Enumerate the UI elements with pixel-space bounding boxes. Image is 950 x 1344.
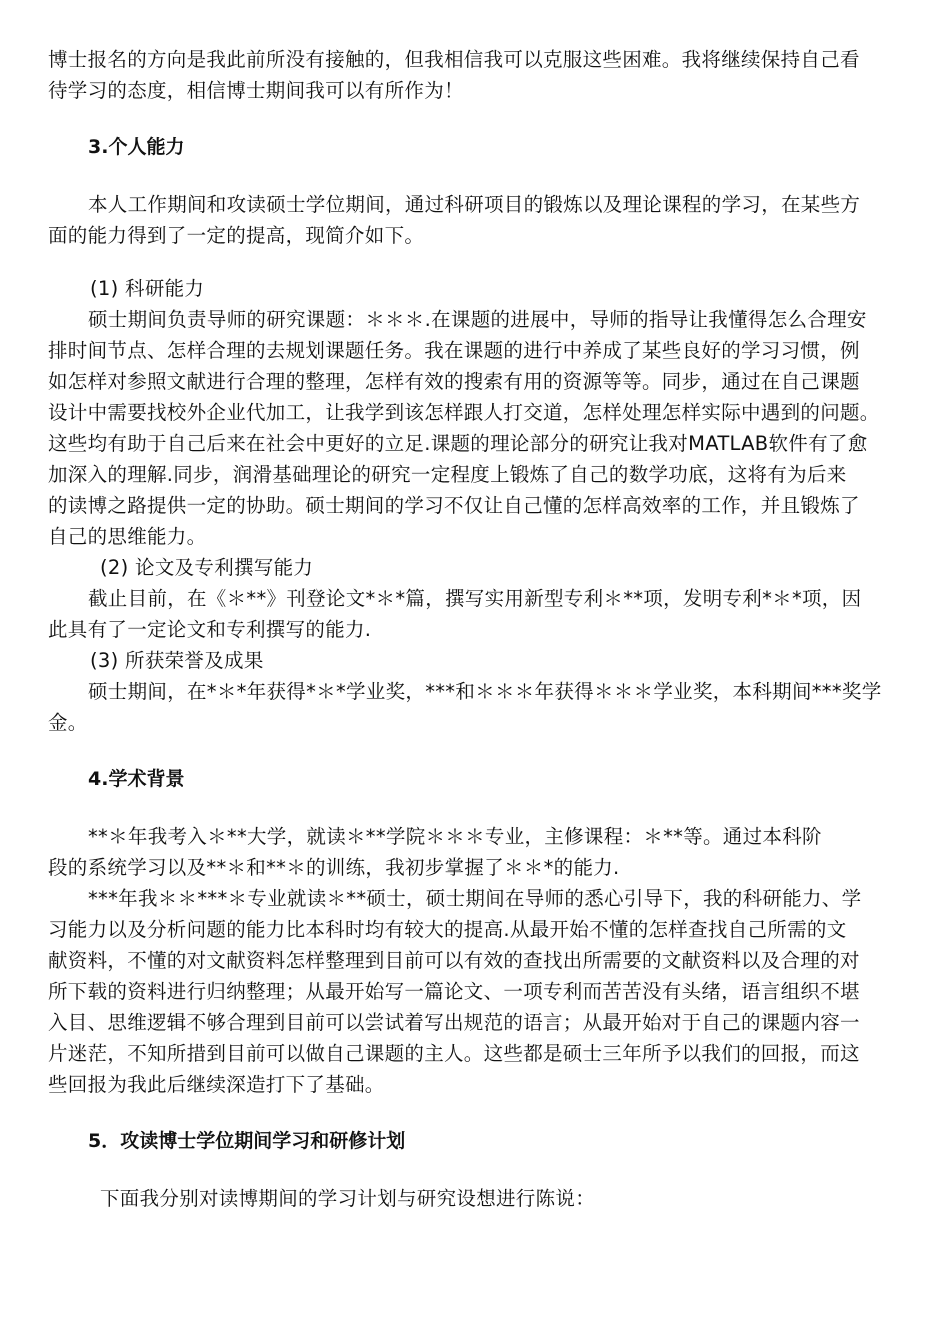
section-4-para-1-line-1: **＊年我考入＊**大学，就读＊**学院＊＊＊专业，主修课程：＊**等。通过本科阶 xyxy=(88,825,822,848)
subsection-2-title: (2) 论文及专利撰写能力 xyxy=(100,556,314,579)
section-4-para-2-line-2: 习能力以及分析问题的能力比本科时均有较大的提高.从最开始不懂的怎样查找自己所需的文 xyxy=(48,918,847,941)
section-5-line-1: 下面我分别对读博期间的学习计划与研究设想进行陈说： xyxy=(100,1187,596,1210)
section-4-para-2-line-5: 入目、思维逻辑不够合理到目前可以尝试着写出规范的语言；从最开始对于自己的课题内容一 xyxy=(48,1011,860,1034)
section-4-para-1-line-2: 段的系统学习以及**＊和**＊的训练，我初步掌握了＊＊*的能力. xyxy=(48,856,620,879)
subsection-1-line-1: 硕士期间负责导师的研究课题：＊＊＊.在课题的进展中，导师的指导让我懂得怎么合理安 xyxy=(88,308,867,331)
section-4-heading: 4.学术背景 xyxy=(88,768,185,790)
subsection-1-line-3: 如怎样对参照文献进行合理的整理，怎样有效的搜索有用的资源等等。同步，通过在自己课题 xyxy=(48,370,860,393)
subsection-1-line-5: 这些均有助于自己后来在社会中更好的立足.课题的理论部分的研究让我对MATLAB软件有了愈 xyxy=(48,432,868,455)
subsection-3-title: (3) 所获荣誉及成果 xyxy=(90,649,264,672)
subsection-1-line-4: 设计中需要找校外企业代加工，让我学到该怎样跟人打交道，怎样处理怎样实际中遇到的问题。 xyxy=(48,401,880,424)
subsection-1-line-6: 加深入的理解.同步，润滑基础理论的研究一定程度上锻炼了自己的数学功底，这将有为后来 xyxy=(48,463,847,486)
section-4-para-2-line-1: ***年我＊＊***＊专业就读＊**硕士，硕士期间在导师的悉心引导下，我的科研能力、学 xyxy=(88,887,862,910)
intro-line-1: 博士报名的方向是我此前所没有接触的，但我相信我可以克服这些困难。我将继续保持自己看 xyxy=(48,48,860,71)
document-page xyxy=(48,44,908,1214)
section-3-intro-line-1: 本人工作期间和攻读硕士学位期间，通过科研项目的锻炼以及理论课程的学习，在某些方 xyxy=(88,193,861,216)
subsection-1-title: (1) 科研能力 xyxy=(90,277,205,300)
subsection-1-line-8: 自己的思维能力。 xyxy=(48,525,207,548)
section-4-para-2-line-6: 片迷茫，不知所措到目前可以做自己课题的主人。这些都是硕士三年所予以我们的回报，而这 xyxy=(48,1042,860,1065)
section-4-para-2-line-4: 所下载的资料进行归纳整理；从最开始写一篇论文、一项专利而苦苦没有头绪，语言组织不堪 xyxy=(48,980,860,1003)
subsection-1-line-2: 排时间节点、怎样合理的去规划课题任务。我在课题的进行中养成了某些良好的学习习惯，例 xyxy=(48,339,860,362)
subsection-2-line-1: 截止目前，在《＊**》刊登论文*＊*篇，撰写实用新型专利＊**项，发明专利*＊*项，因 xyxy=(88,587,862,610)
section-3-heading: 3.个人能力 xyxy=(88,136,185,158)
subsection-3-line-2: 金。 xyxy=(48,711,88,734)
subsection-1-line-7: 的读博之路提供一定的协助。硕士期间的学习不仅让自己懂的怎样高效率的工作，并且锻炼了 xyxy=(48,494,860,517)
section-4-para-2-line-7: 些回报为我此后继续深造打下了基础。 xyxy=(48,1073,385,1096)
section-5-heading: 5．攻读博士学位期间学习和研修计划 xyxy=(88,1130,406,1152)
subsection-2-line-2: 此具有了一定论文和专利撰写的能力. xyxy=(48,618,372,641)
section-4-para-2-line-3: 献资料，不懂的对文献资料怎样整理到目前可以有效的查找出所需要的文献资料以及合理的对 xyxy=(48,949,860,972)
subsection-3-line-1: 硕士期间，在*＊*年获得*＊*学业奖，***和＊＊＊年获得＊＊＊学业奖，本科期间***奖学 xyxy=(88,680,882,703)
section-3-intro-line-2: 面的能力得到了一定的提高，现简介如下。 xyxy=(48,224,425,247)
intro-line-2: 待学习的态度，相信博士期间我可以有所作为！ xyxy=(48,79,464,102)
